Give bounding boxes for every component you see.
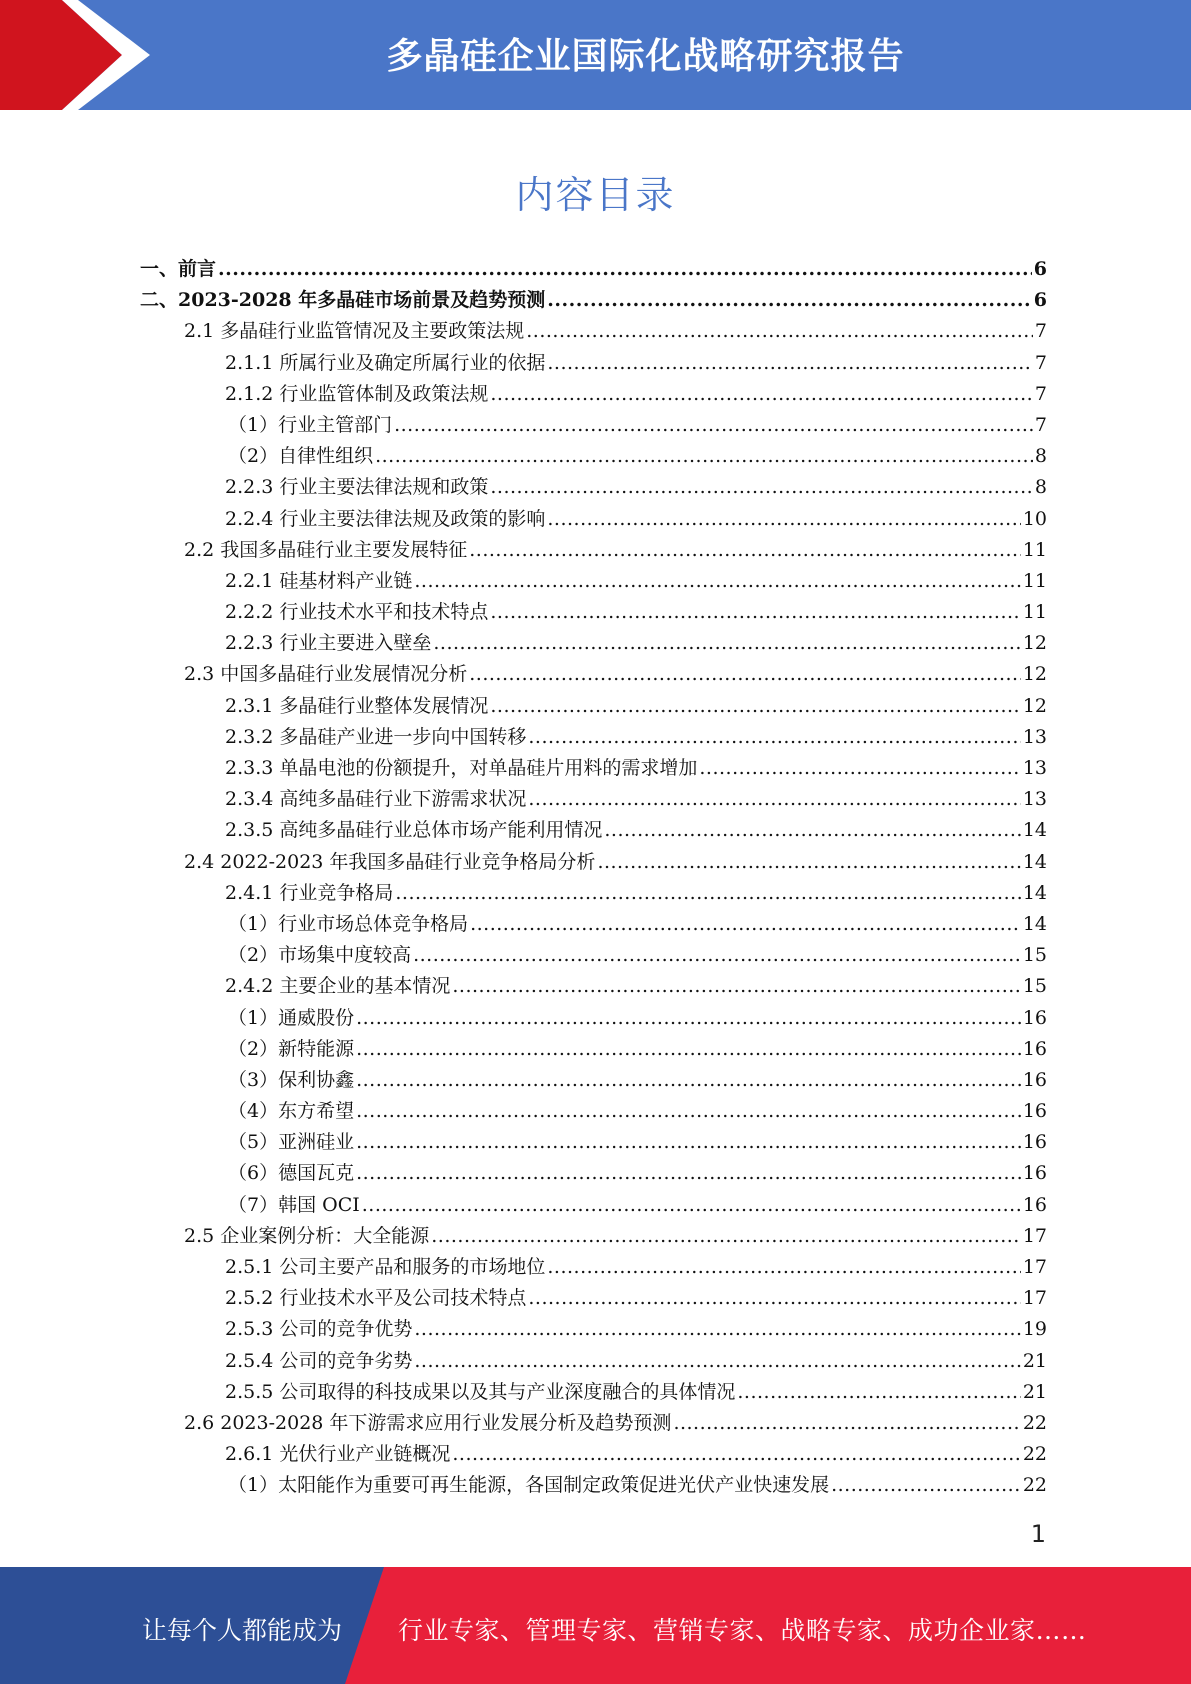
toc-entry-label: 2.5.5 公司取得的科技成果以及其与产业深度融合的具体情况 (225, 1380, 736, 1403)
toc-entry-page: 14 (1022, 850, 1047, 873)
toc-dot-leader (356, 1038, 1021, 1060)
toc-entry-label: 2.3.4 高纯多晶硅行业下游需求状况 (225, 788, 527, 811)
toc-entry-label: 2.2.1 硅基材料产业链 (225, 569, 413, 592)
toc-entry-label: 2.2.3 行业主要法律法规和政策 (225, 476, 489, 499)
toc-dot-leader (362, 1194, 1021, 1216)
toc-dot-leader (490, 695, 1020, 717)
toc-entry[interactable] (140, 597, 1047, 628)
toc-entry[interactable] (140, 784, 1047, 815)
toc-entry[interactable] (140, 379, 1047, 410)
toc-entry-page: 12 (1022, 663, 1047, 686)
toc-entry[interactable] (140, 472, 1047, 503)
toc-entry-label: （5）亚洲硅业 (228, 1131, 355, 1154)
toc-entry[interactable] (140, 535, 1047, 566)
toc-dot-leader (414, 570, 1020, 592)
toc-dot-leader (218, 258, 1032, 280)
toc-dot-leader (452, 975, 1020, 997)
toc-dot-leader (604, 819, 1020, 841)
toc-entry[interactable] (140, 1346, 1047, 1377)
toc-entry[interactable] (140, 659, 1047, 690)
toc-entry-label: 2.5.4 公司的竞争劣势 (225, 1349, 413, 1372)
toc-entry[interactable] (140, 940, 1047, 971)
toc-dot-leader (597, 851, 1020, 873)
toc-entry-label: 二、2023-2028 年多晶硅市场前景及趋势预测 (140, 289, 546, 312)
toc-entry-label: 2.2 我国多晶硅行业主要发展特征 (184, 538, 468, 561)
page-number: 1 (1030, 1520, 1046, 1548)
toc-dot-leader (547, 508, 1020, 530)
toc-entry-page: 17 (1022, 1224, 1047, 1247)
toc-entry[interactable] (140, 1127, 1047, 1158)
page-header (0, 0, 1191, 110)
toc-entry-page: 11 (1022, 569, 1047, 592)
toc-entry-label: 2.2.2 行业技术水平和技术特点 (225, 601, 489, 624)
toc-entry-page: 16 (1022, 1037, 1047, 1060)
toc-entry[interactable] (140, 1096, 1047, 1127)
toc-entry[interactable] (140, 1439, 1047, 1470)
toc-dot-leader (490, 476, 1033, 498)
toc-entry-page: 16 (1022, 1100, 1047, 1123)
toc-dot-leader (737, 1381, 1020, 1403)
toc-entry-page: 16 (1022, 1193, 1047, 1216)
toc-dot-leader (433, 632, 1020, 654)
footer-slogan-right: 行业专家、管理专家、营销专家、战略专家、成功企业家…… (398, 1616, 1087, 1645)
toc-entry[interactable] (140, 1034, 1047, 1065)
toc-dot-leader (413, 944, 1021, 966)
toc-entry[interactable] (140, 1314, 1047, 1345)
page-footer (0, 1567, 1191, 1684)
toc-entry-label: 2.1 多晶硅行业监管情况及主要政策法规 (184, 320, 525, 343)
toc-dot-leader (547, 352, 1033, 374)
toc-entry-label: （1）行业市场总体竞争格局 (228, 912, 469, 935)
toc-entry-label: 2.3.2 多晶硅产业进一步向中国转移 (225, 725, 527, 748)
toc-entry-page: 7 (1034, 413, 1047, 436)
toc-dot-leader (431, 1225, 1021, 1247)
toc-entry-label: （4）东方希望 (228, 1100, 355, 1123)
toc-entry[interactable] (140, 1158, 1047, 1189)
toc-dot-leader (375, 445, 1033, 467)
toc-entry-page: 19 (1022, 1318, 1047, 1341)
toc-entry-page: 11 (1022, 538, 1047, 561)
toc-entry-page: 6 (1033, 289, 1047, 312)
toc-dot-leader (452, 1443, 1020, 1465)
toc-entry-page: 8 (1034, 476, 1047, 499)
toc-entry-label: （6）德国瓦克 (228, 1162, 355, 1185)
toc-dot-leader (395, 882, 1020, 904)
toc-entry[interactable] (140, 1408, 1047, 1439)
toc-dot-leader (469, 539, 1021, 561)
toc-dot-leader (490, 601, 1020, 623)
toc-entry[interactable] (140, 285, 1047, 316)
toc-entry-page: 16 (1022, 1068, 1047, 1091)
toc-entry-page: 22 (1022, 1443, 1047, 1466)
toc-entry[interactable] (140, 441, 1047, 472)
toc-entry-page: 11 (1022, 601, 1047, 624)
toc-entry[interactable] (140, 254, 1047, 285)
toc-dot-leader (528, 726, 1020, 748)
toc-entry[interactable] (140, 815, 1047, 846)
toc-entry[interactable] (140, 1221, 1047, 1252)
toc-entry-label: 2.3 中国多晶硅行业发展情况分析 (184, 663, 468, 686)
toc-entry-page: 22 (1022, 1411, 1047, 1434)
toc-entry-label: 一、前言 (140, 258, 217, 280)
toc-entry-page: 6 (1033, 258, 1047, 280)
report-title: 多晶硅企业国际化战略研究报告 (386, 36, 905, 77)
toc-entry-page: 12 (1022, 694, 1047, 717)
toc-entry[interactable] (140, 566, 1047, 597)
toc-entry-label: （7）韩国 OCI (228, 1193, 360, 1216)
toc-entry-page: 16 (1022, 1162, 1047, 1185)
toc-entry-page: 17 (1022, 1256, 1047, 1278)
toc-entry-page: 13 (1022, 725, 1047, 748)
toc-entry[interactable] (140, 628, 1047, 659)
toc-dot-leader (528, 1287, 1020, 1309)
toc-entry-label: 2.5.3 公司的竞争优势 (225, 1318, 413, 1341)
toc-entry-label: 2.3.5 高纯多晶硅行业总体市场产能利用情况 (225, 819, 603, 842)
toc-entry[interactable] (140, 753, 1047, 784)
toc-entry[interactable] (140, 971, 1047, 1002)
toc-entry[interactable] (140, 1470, 1047, 1501)
toc-dot-leader (547, 1256, 1020, 1278)
toc-entry-page: 16 (1022, 1131, 1047, 1154)
toc-entry[interactable] (140, 348, 1047, 379)
toc-entry-page: 14 (1022, 881, 1047, 904)
toc-entry-page: 7 (1034, 382, 1047, 405)
toc-entry[interactable] (140, 1377, 1047, 1408)
toc-entry[interactable] (140, 878, 1047, 909)
toc-dot-leader (356, 1100, 1021, 1122)
toc-dot-leader (356, 1162, 1021, 1184)
toc-entry[interactable] (140, 847, 1047, 878)
toc-dot-leader (528, 788, 1020, 810)
toc-entry-label: （1）行业主管部门 (228, 413, 393, 436)
toc-dot-leader (831, 1474, 1021, 1496)
toc-entry[interactable] (140, 1065, 1047, 1096)
toc-entry-page: 16 (1022, 1006, 1047, 1029)
toc-entry-label: 2.1.2 行业监管体制及政策法规 (225, 382, 489, 405)
toc-entry-label: 2.2.4 行业主要法律法规及政策的影响 (225, 507, 546, 530)
toc-entry-label: （2）新特能源 (228, 1037, 355, 1060)
toc-entry-label: 2.6.1 光伏行业产业链概况 (225, 1443, 451, 1466)
toc-entry-label: 2.4.2 主要企业的基本情况 (225, 975, 451, 998)
toc-dot-leader (414, 1318, 1020, 1340)
toc-dot-leader (356, 1069, 1021, 1091)
toc-entry[interactable] (140, 691, 1047, 722)
toc-dot-leader (356, 1131, 1021, 1153)
toc-entry-label: 2.1.1 所属行业及确定所属行业的依据 (225, 351, 546, 374)
toc-entry[interactable] (140, 722, 1047, 753)
toc-entry-label: 2.3.3 单晶电池的份额提升，对单晶硅片用料的需求增加 (225, 757, 698, 779)
toc-entry-page: 15 (1022, 975, 1047, 998)
toc-entry-page: 21 (1022, 1349, 1047, 1372)
toc-entry-label: （1）太阳能作为重要可再生能源，各国制定政策促进光伏产业快速发展 (228, 1474, 830, 1497)
toc-heading: 内容目录 (515, 173, 676, 217)
toc-entry[interactable] (140, 909, 1047, 940)
toc-entry-page: 15 (1022, 944, 1047, 967)
toc-entry-label: 2.5.1 公司主要产品和服务的市场地位 (225, 1256, 546, 1278)
toc-dot-leader (526, 320, 1033, 342)
toc-entry-label: （3）保利协鑫 (228, 1068, 355, 1091)
toc-entry-page: 13 (1022, 788, 1047, 811)
toc-entry-page: 7 (1034, 351, 1047, 374)
toc-dot-leader (470, 913, 1021, 935)
toc-entry[interactable] (140, 504, 1047, 535)
toc-entry-page: 14 (1022, 912, 1047, 935)
toc-entry-page: 14 (1022, 819, 1047, 842)
toc-entry-page: 7 (1034, 320, 1047, 343)
table-of-contents (140, 254, 1047, 1502)
toc-entry-page: 22 (1022, 1474, 1047, 1497)
toc-dot-leader (673, 1412, 1020, 1434)
toc-entry-page: 12 (1022, 632, 1047, 655)
toc-entry-page: 13 (1022, 757, 1047, 779)
toc-entry-label: （2）市场集中度较高 (228, 944, 412, 967)
toc-entry-page: 17 (1022, 1287, 1047, 1310)
toc-entry[interactable] (140, 1190, 1047, 1221)
toc-entry[interactable] (140, 316, 1047, 347)
toc-entry-label: 2.5.2 行业技术水平及公司技术特点 (225, 1287, 527, 1310)
toc-dot-leader (356, 1007, 1021, 1029)
toc-entry-label: 2.3.1 多晶硅行业整体发展情况 (225, 694, 489, 717)
toc-entry[interactable] (140, 1252, 1047, 1283)
toc-entry[interactable] (140, 1283, 1047, 1314)
toc-dot-leader (490, 383, 1033, 405)
toc-dot-leader (394, 414, 1033, 436)
toc-entry-label: 2.2.3 行业主要进入壁垒 (225, 632, 432, 655)
toc-entry-label: 2.6 2023-2028 年下游需求应用行业发展分析及趋势预测 (184, 1411, 672, 1434)
toc-entry-page: 10 (1022, 507, 1047, 530)
toc-dot-leader (699, 757, 1020, 779)
toc-entry-label: （1）通威股份 (228, 1006, 355, 1029)
toc-entry-label: 2.5 企业案例分析：大全能源 (184, 1224, 430, 1247)
toc-dot-leader (469, 663, 1021, 685)
toc-entry-page: 8 (1034, 445, 1047, 468)
toc-entry[interactable] (140, 410, 1047, 441)
toc-dot-leader (547, 289, 1032, 311)
toc-entry-label: 2.4.1 行业竞争格局 (225, 881, 394, 904)
footer-slogan-left: 让每个人都能成为 (142, 1616, 343, 1645)
toc-entry-page: 21 (1022, 1380, 1047, 1403)
toc-entry-label: （2）自律性组织 (228, 445, 374, 468)
toc-dot-leader (414, 1350, 1020, 1372)
toc-entry[interactable] (140, 1003, 1047, 1034)
toc-entry-label: 2.4 2022-2023 年我国多晶硅行业竞争格局分析 (184, 850, 596, 873)
